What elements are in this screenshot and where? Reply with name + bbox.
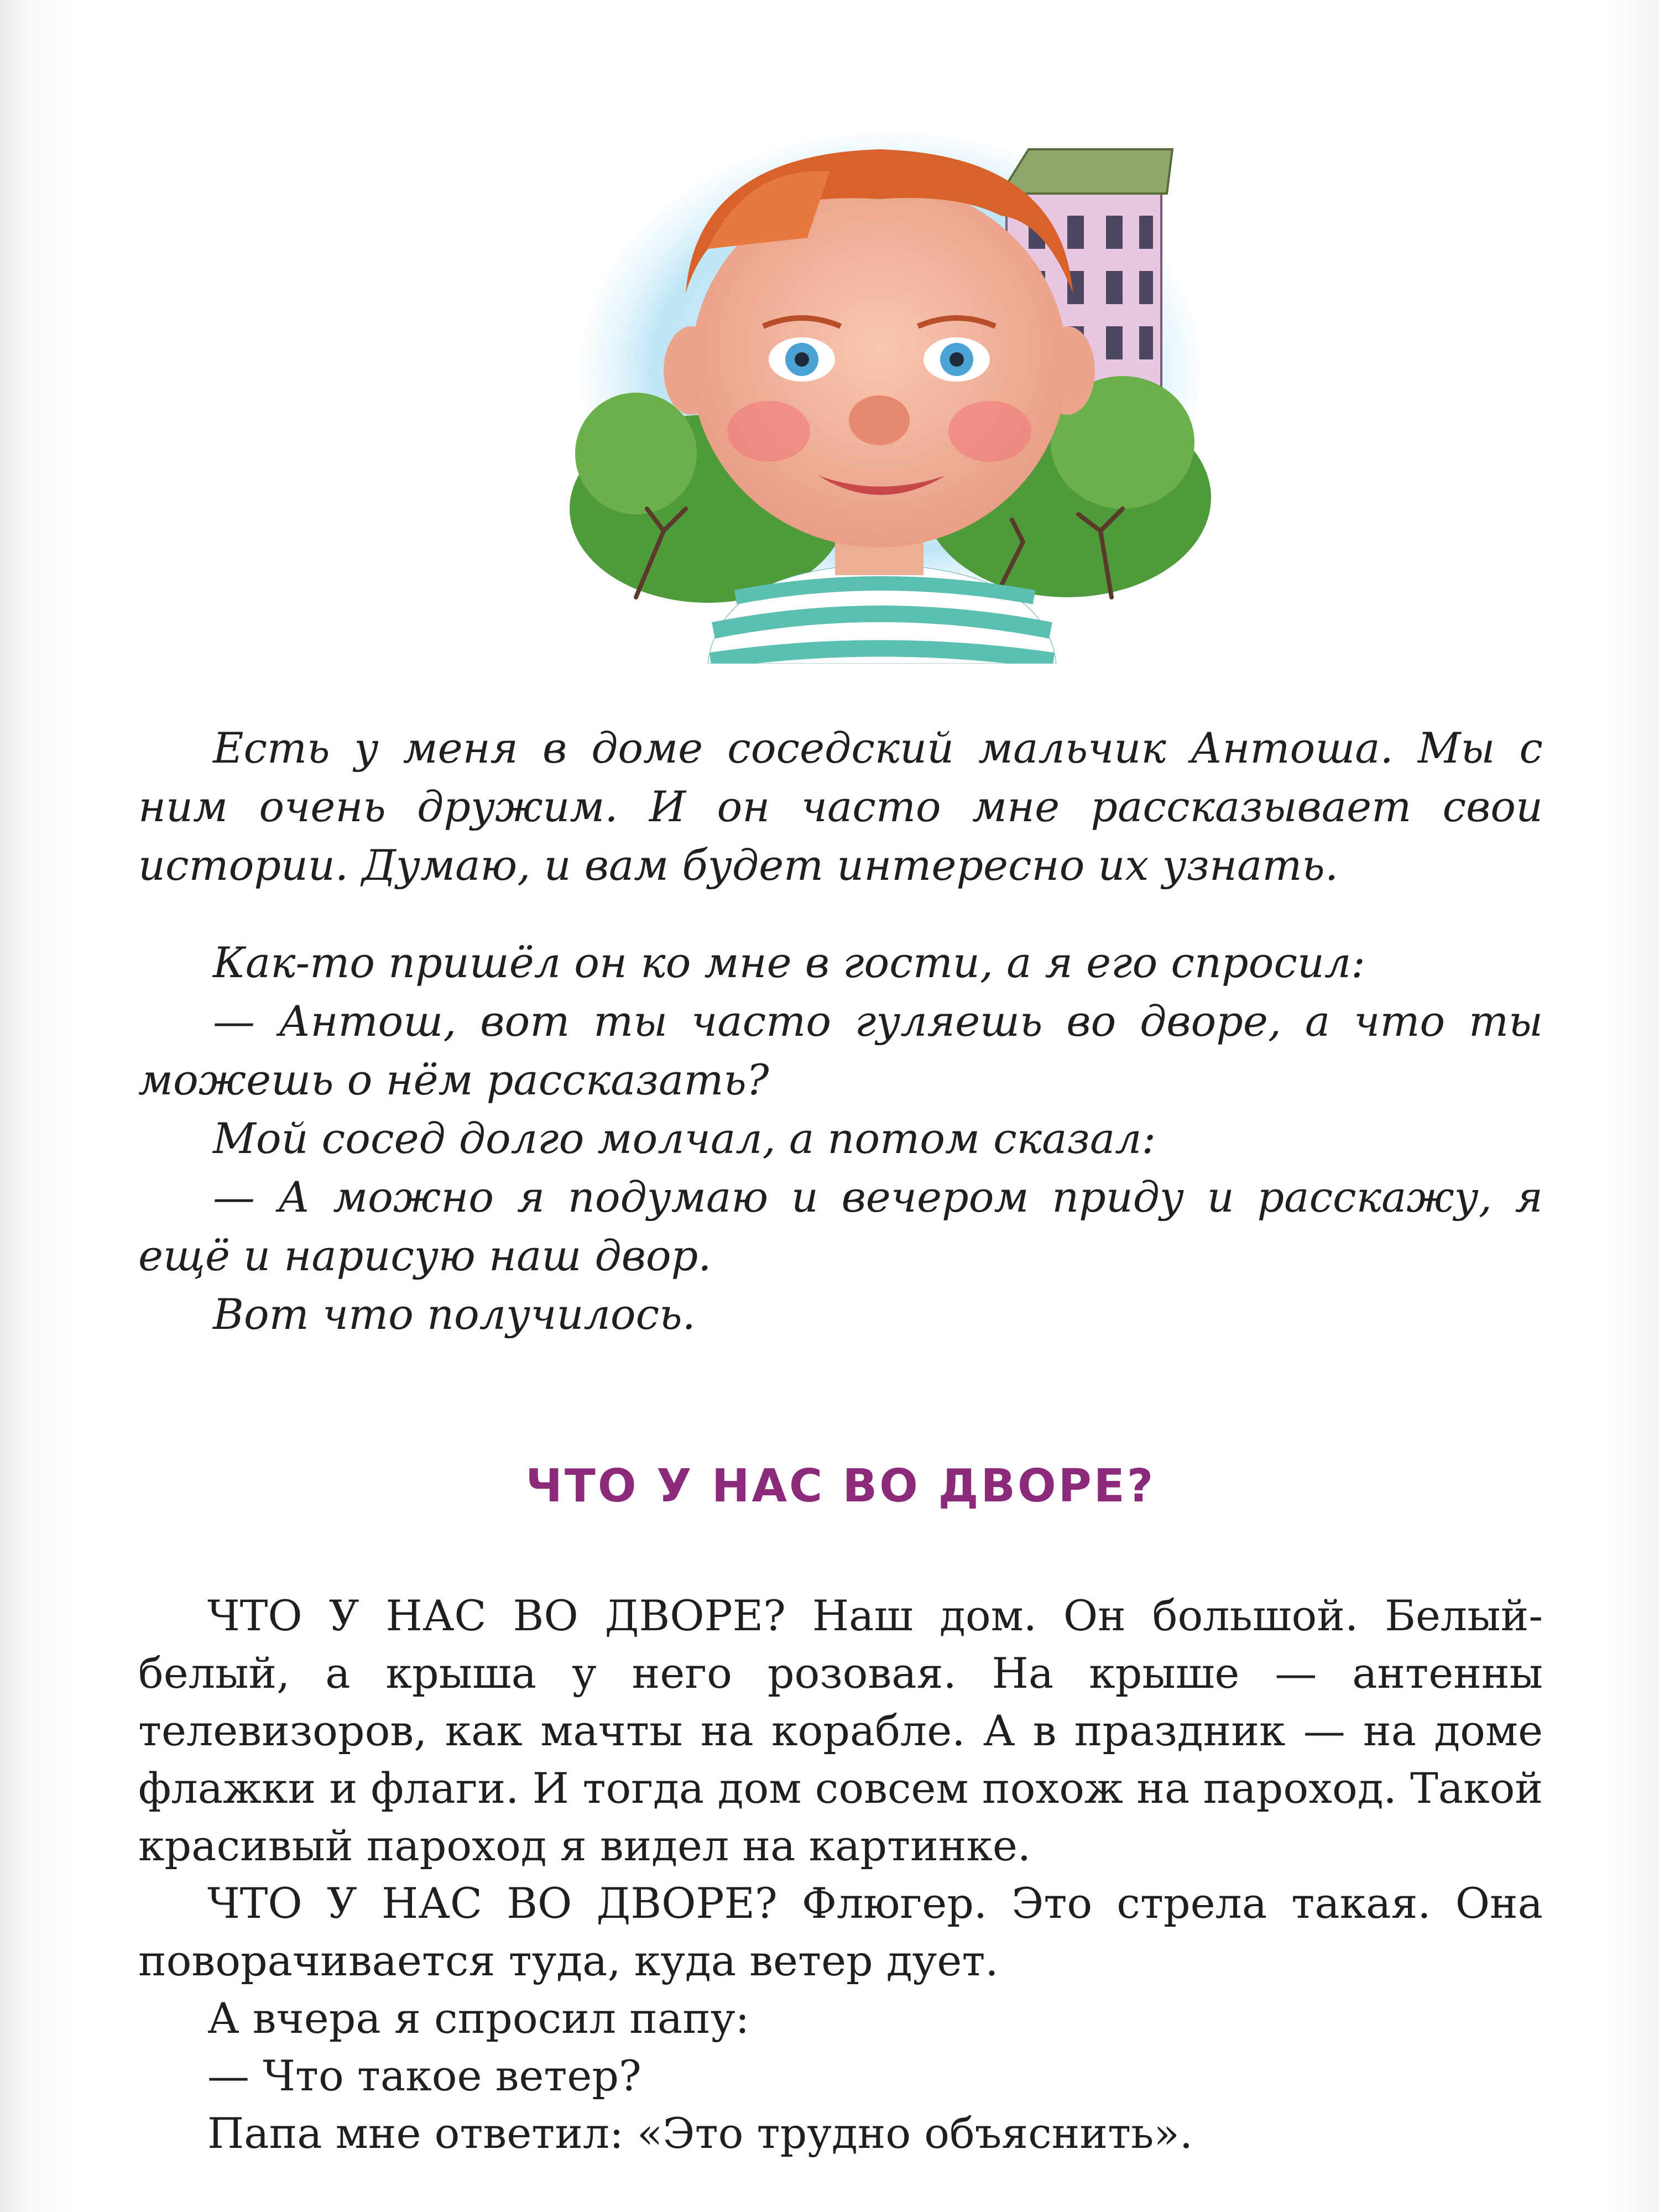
intro-paragraph: Вот что получилось. (213, 1290, 696, 1339)
story-paragraph: ЧТО У НАС ВО ДВОРЕ? Флюгер. Это стрела такая. Она поворачивается туда, куда ветер дует. (138, 1879, 1543, 1985)
story-paragraph: — Что такое ветер? (207, 2051, 641, 2100)
intro-paragraph: Есть у меня в доме соседский мальчик Антоша. Мы с ним очень дружим. И он часто мне рассказывает свои истории. Думаю, и вам будет интересно их узнать. (138, 723, 1543, 890)
intro-paragraph: — Антош, вот ты часто гуляешь во дворе, а что ты можешь о нём рассказать? (138, 997, 1543, 1104)
story-text (138, 1587, 1543, 2162)
intro-text (138, 719, 1543, 1344)
story-paragraph: Папа мне ответил: «Это трудно объяснить». (207, 2109, 1193, 2158)
story-paragraph: А вчера я спросил папу: (207, 1994, 750, 2043)
boy-illustration (570, 111, 1211, 664)
intro-paragraph: — А можно я подумаю и вечером приду и расскажу, я ещё и нарисую наш двор. (138, 1172, 1543, 1280)
story-paragraph: ЧТО У НАС ВО ДВОРЕ? Наш дом. Он большой. Белый-белый, а крыша у него розовая. На крыше — антенны телевизоров, как мачты на корабле. А в праздник — на доме флажки и флаги. И тогда дом совсем похож на пароход. Такой красивый пароход я видел на картинке. (138, 1591, 1543, 1870)
section-heading: ЧТО У НАС ВО ДВОРЕ? (525, 1460, 1156, 1512)
intro-paragraph: Мой сосед долго молчал, а потом сказал: (213, 1114, 1156, 1163)
intro-paragraph: Как-то пришёл он ко мне в гости, а я его спросил: (213, 938, 1365, 987)
